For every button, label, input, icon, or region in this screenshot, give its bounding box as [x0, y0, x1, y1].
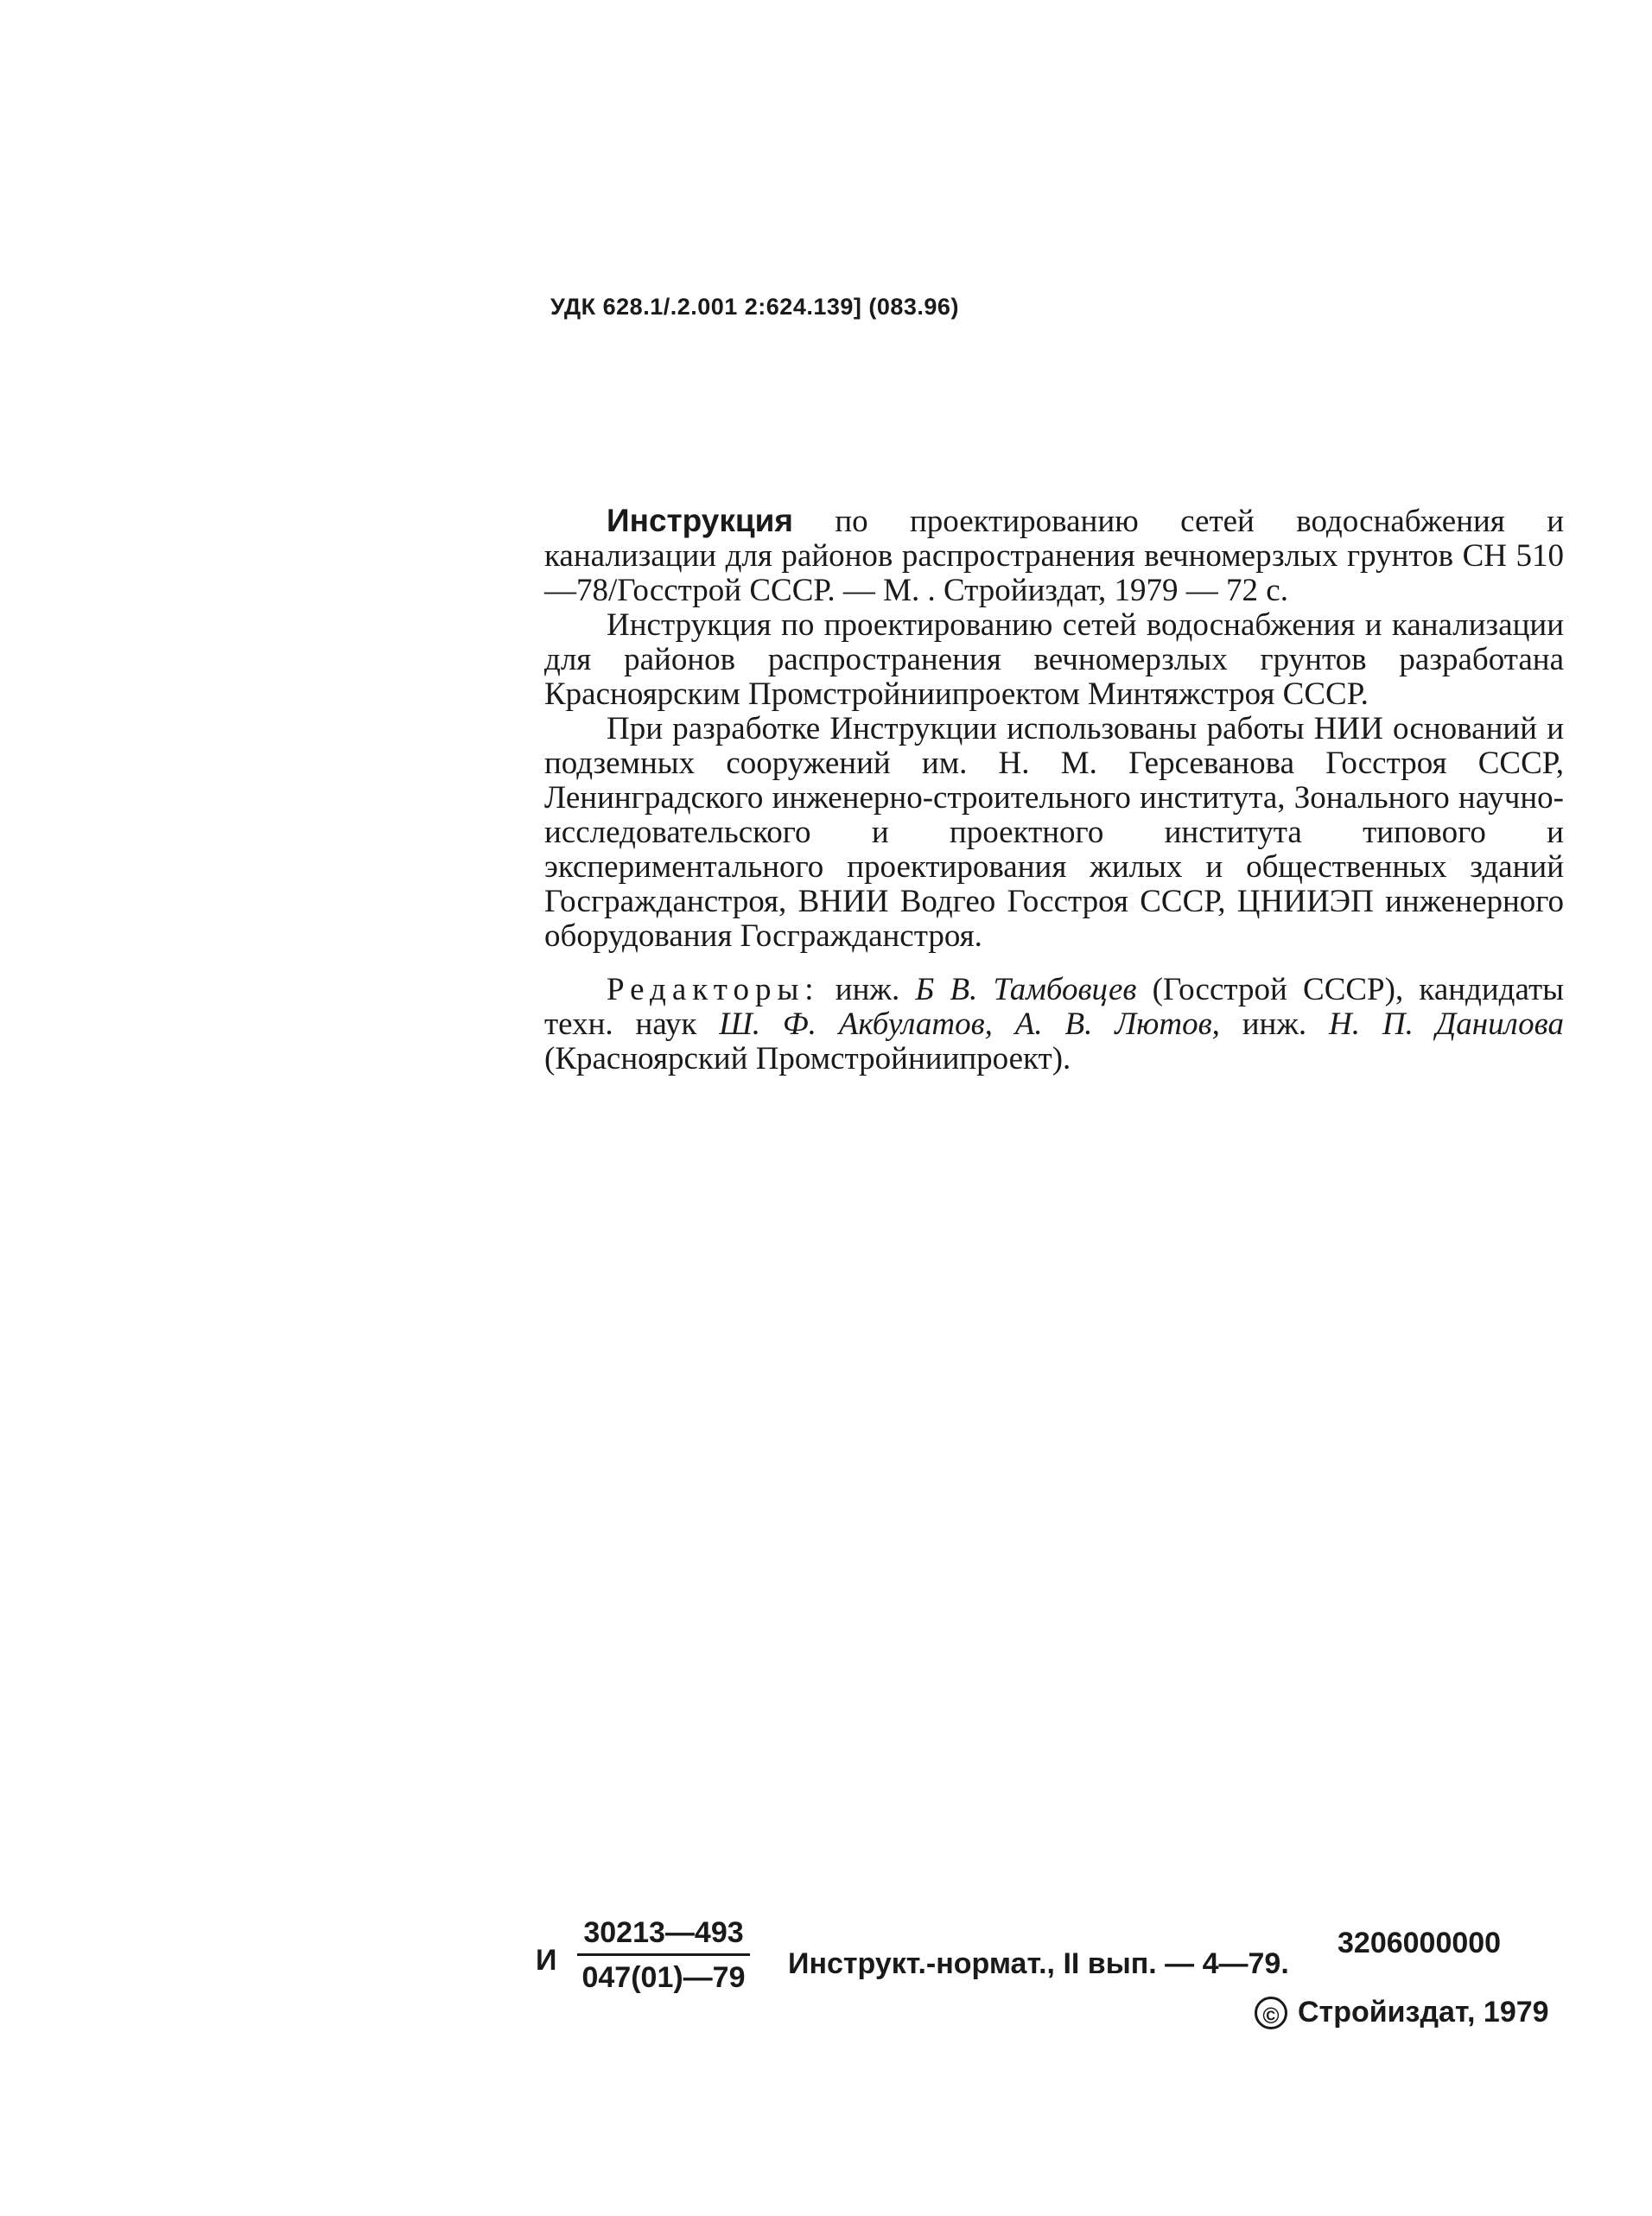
imprint-code: 3206000000 — [1337, 1927, 1502, 1959]
udk-code: УДК 628.1/.2.001 2:624.139] (083.96) — [550, 294, 959, 320]
copyright-icon: © — [1255, 1997, 1287, 2029]
fraction-denominator: 047(01)—79 — [581, 1961, 746, 1994]
imprint-fraction — [577, 1916, 750, 1995]
editors-text-3: инж. — [1219, 1006, 1330, 1042]
copyright-line — [1255, 1996, 1549, 2029]
imprint-letter: И — [536, 1944, 557, 1977]
editors-text-4: (Красноярский Промстройниипроект). — [544, 1041, 1071, 1076]
abstract-paragraph-3: При разработке Инструкции использованы работы НИИ оснований и подземных сооружений им. Н. М. Герсеванова Госстроя СССР, Ленинградского инженерно-строительного института, Зонального научно-исследовательского и проектного института типового и экспериментального проектирования жилых и общественных зданий Госгражданстроя, ВНИИ Водгео Госстроя СССР, ЦНИИЭП инженерного оборудования Госгражданстроя. — [544, 711, 1564, 954]
abstract-title: Инструкция — [607, 503, 793, 538]
editor-name-3: Н. П. Данилова — [1329, 1006, 1564, 1042]
editors-label: Редакторы: — [607, 972, 820, 1007]
editors-text-2: (Госстрой СССР), кандидаты техн. наук — [544, 972, 1564, 1042]
fraction-numerator: 30213—493 — [577, 1916, 750, 1956]
imprint-reference: Инструкт.-нормат., II вып. — 4—79. — [788, 1947, 1289, 1980]
abstract-p1-text: по проектированию сетей водоснабжения и канализации для районов распространения вечномерзлых грунтов СН 510—78/Госстрой СССР. — М. . Стройиздат, 1979 — 72 с. — [544, 504, 1564, 608]
abstract-paragraph-2: Инструкция по проектированию сетей водоснабжения и канализации для районов распространения вечномерзлых грунтов разработана Красноярским Промстройниипроектом Минтяжстроя СССР. — [544, 607, 1564, 712]
editor-name-1: Б В. Тамбовцев — [915, 972, 1137, 1007]
editor-name-2: Ш. Ф. Акбулатов, А. В. Лютов, — [719, 1006, 1220, 1042]
copyright-text: Стройиздат, 1979 — [1298, 1996, 1549, 2029]
editors-text-1: инж. — [819, 972, 916, 1007]
